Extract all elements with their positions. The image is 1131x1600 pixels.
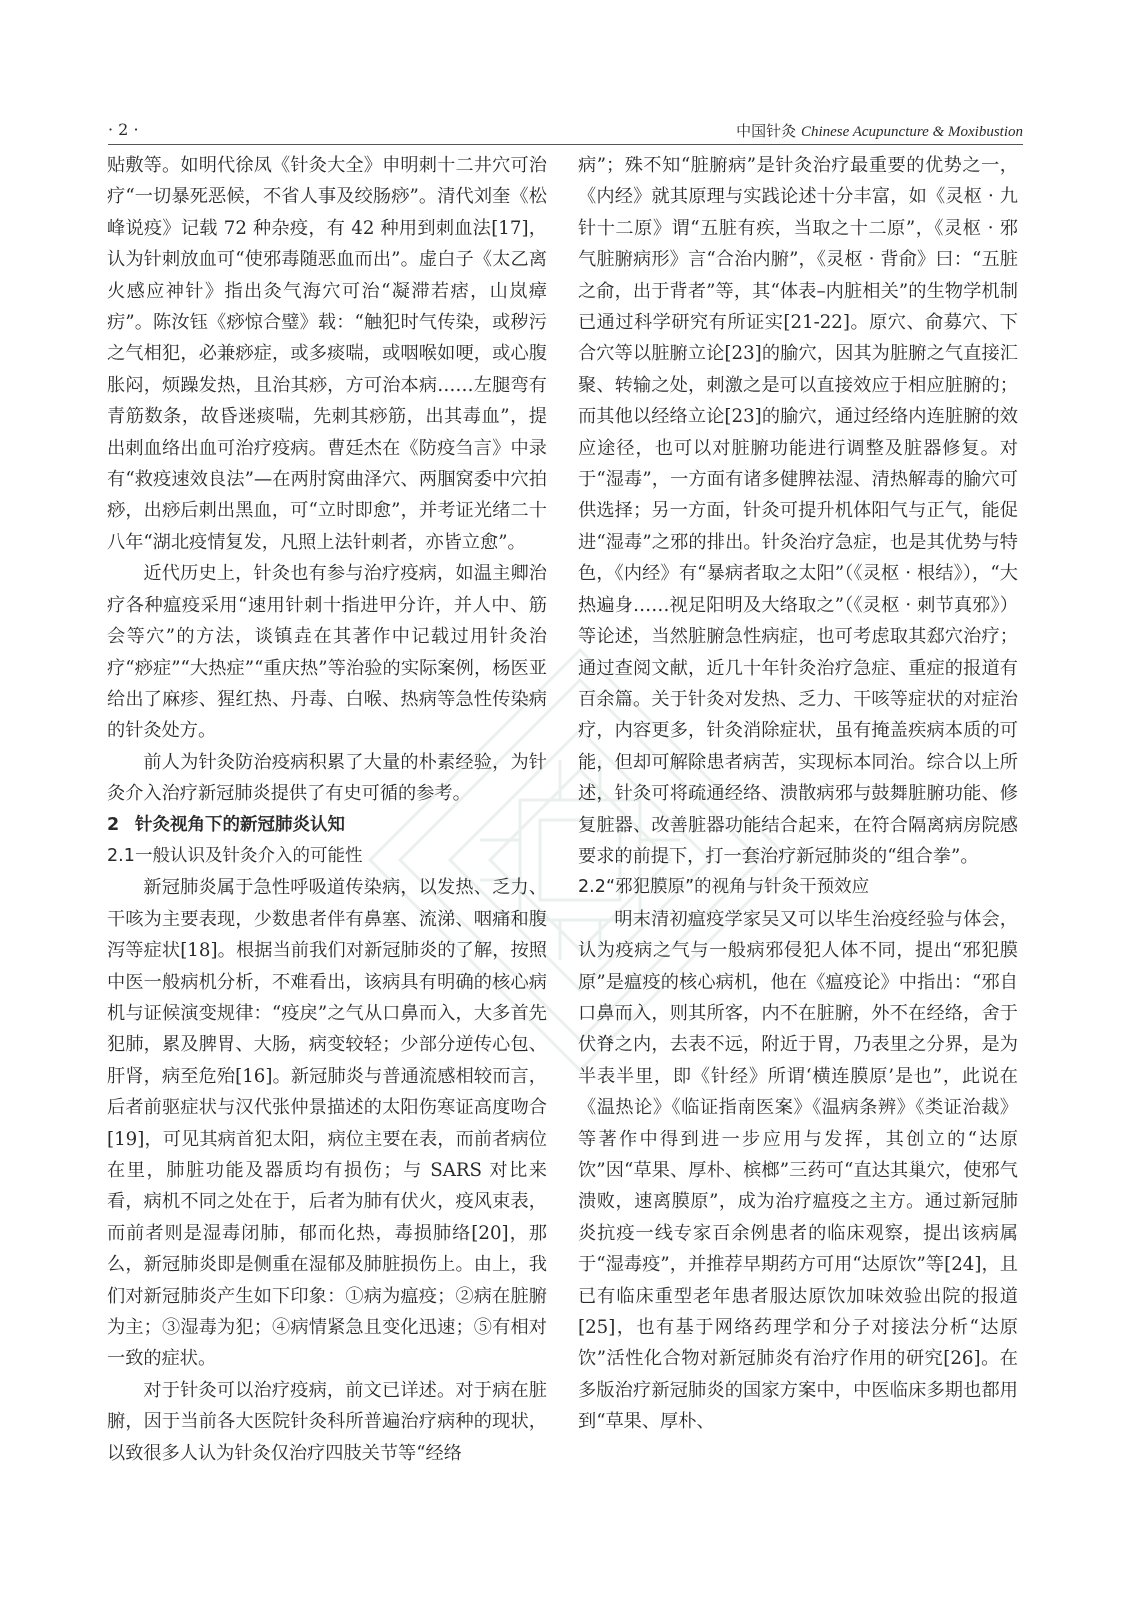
section-title: 针灸视角下的新冠肺炎认知 xyxy=(135,814,345,835)
journal-title-en: Chinese Acupuncture & Moxibustion xyxy=(800,124,1023,140)
paragraph: 前人为针灸防治疫病积累了大量的朴素经验，为针灸介入治疗新冠肺炎提供了有史可循的参考。 xyxy=(107,751,547,805)
left-column xyxy=(107,150,547,1469)
paragraph: 明末清初瘟疫学家吴又可以毕生治疫经验与体会，认为疫病之气与一般病邪侵犯人体不同，提出“邪犯膜原”是瘟疫的核心病机，他在《瘟疫论》中指出：“邪自口鼻而入，则其所客，内不在脏腑，外不在经络，舍于伏脊之内，去表不远，附近于胃，乃表里之分界，是为半表半里，即《针经》所谓‘横连膜原’是也”，此说在《温热论》《临证指南医案》《温病条辨》《类证治裁》等著作中得到进一步应用与发挥，其创立的“达原饮”因“草果、厚朴、槟榔”三药可“直达其巢穴，使邪气溃败，速离膜原”，成为治疗瘟疫之主方。通过新冠肺炎抗疫一线专家百余例患者的临床观察，提出该病属于“湿毒疫”，并推荐早期药方可用“达原饮”等[24]，且已有临床重型老年患者服达原饮加味效验出院的报道[25]，也有基于网络药理学和分子对接法分析“达原饮”活性化合物对新冠肺炎有治疗作用的研究[26]。在多版治疗新冠肺炎的国家方案中，中医临床多期也都用到“草果、厚朴、 xyxy=(578,908,1018,1433)
running-header xyxy=(108,118,1023,145)
page-number: · 2 · xyxy=(108,120,139,139)
paragraph: 病”；殊不知“脏腑病”是针灸治疗最重要的优势之一，《内经》就其原理与实践论述十分丰富，如《灵枢 · 九针十二原》谓“五脏有疾，当取之十二原”，《灵枢 · 邪气脏腑病形》言“合治内腑”，《灵枢 · 背俞》曰：“五脏之俞，出于背者”等，其“体表–内脏相关”的生物学机制已通过科学研究有所证实[21-22]。原穴、俞募穴、下合穴等以脏腑立论[23]的腧穴，因其为脏腑之气直接汇聚、转输之处，刺激之是可以直接效应于相应脏腑的；而其他以经络立论[23]的腧穴，通过经络内连脏腑的效应途径，也可以对脏腑功能进行调整及脏器修复。对于“湿毒”，一方面有诸多健脾祛湿、清热解毒的腧穴可供选择；另一方面，针灸可提升机体阳气与正气，能促进“湿毒”之邪的排出。针灸治疗急症，也是其优势与特色，《内经》有“暴病者取之太阳”（《灵枢 · 根结》），“大热遍身……视足阳明及大络取之”（《灵枢 · 刺节真邪》）等论述，当然脏腑急性病症，也可考虑取其郄穴治疗；通过查阅文献，近几十年针灸治疗急症、重症的报道有百余篇。关于针灸对发热、乏力、干咳等症状的对症治疗，内容更多，针灸消除症状，虽有掩盖疾病本质的可能，但却可解除患者病苦，实现标本同治。综合以上所述，针灸可将疏通经络、溃散病邪与鼓舞脏腑功能、修复脏器、改善脏器功能结合起来，在符合隔离病房院感要求的前提下，打一套治疗新冠肺炎的“组合拳”。 xyxy=(578,155,1018,867)
subsection-title: 一般认识及针灸介入的可能性 xyxy=(135,845,363,866)
subsection-number: 2.2 xyxy=(578,877,606,898)
paragraph: 贴敷等。如明代徐凤《针灸大全》申明刺十二井穴可治疗“一切暴死恶候，不省人事及绞肠痧”。清代刘奎《松峰说疫》记载 72 种杂疫，有 42 种用到刺血法[17]，认为针刺放血可“使邪毒随恶血而出”。虚白子《太乙离火感应神针》指出灸气海穴可治“凝滞若痞，山岚瘴疠”。陈汝钰《痧惊合璧》载：“触犯时气传染，或秽污之气相犯，必兼痧症，或多痰喘，或咽喉如哽，或心腹胀闷，烦躁发热，且治其痧，方可治本病……左腿弯有青筋数条，故昏迷痰喘，先刺其痧筋，出其毒血”，提出刺血络出血可治疗疫病。曹廷杰在《防疫刍言》中录有“救疫速效良法”—在两肘窝曲泽穴、两腘窝委中穴拍痧，出痧后刺出黑血，可“立时即愈”，并考证光绪二十八年“湖北疫情复发，凡照上法针刺者，亦皆立愈”。 xyxy=(107,155,547,553)
right-column xyxy=(578,150,1018,1438)
paragraph: 近代历史上，针灸也有参与治疗疫病，如温主卿治疗各种瘟疫采用“速用针刺十指进甲分许，并人中、筋会等穴”的方法，谈镇垚在其著作中记载过用针灸治疗“痧症”“大热症”“重庆热”等治验的实际案例，杨医亚给出了麻疹、猩红热、丹毒、白喉、热病等急性传染病的针灸处方。 xyxy=(107,563,547,742)
section-heading xyxy=(107,810,547,841)
subsection-heading xyxy=(578,872,1018,903)
subsection-number: 2.1 xyxy=(107,845,135,866)
subsection-title: “邪犯膜原”的视角与针灸干预效应 xyxy=(606,877,870,898)
section-number: 2 xyxy=(107,814,120,835)
journal-title-cn: 中国针灸 xyxy=(736,122,797,140)
journal-title xyxy=(736,120,1023,141)
paragraph: 新冠肺炎属于急性呼吸道传染病，以发热、乏力、干咳为主要表现，少数患者伴有鼻塞、流涕、咽痛和腹泻等症状[18]。根据当前我们对新冠肺炎的了解，按照中医一般病机分析，不难看出，该病具有明确的核心病机与证候演变规律：“疫戾”之气从口鼻而入，大多首先犯肺，累及脾胃、大肠，病变较轻；少部分逆传心包、肝肾，病至危殆[16]。新冠肺炎与普通流感相较而言，后者前驱症状与汉代张仲景描述的太阳伤寒证高度吻合[19]，可见其病首犯太阳，病位主要在表，而前者病位在里，肺脏功能及器质均有损伤；与 SARS 对比来看，病机不同之处在于，后者为肺有伏火，疫风束表，而前者则是湿毒闭肺，郁而化热，毒损肺络[20]，那么，新冠肺炎即是侧重在湿郁及肺脏损伤上。由上，我们对新冠肺炎产生如下印象：①病为瘟疫；②病在脏腑为主；③湿毒为犯；④病情紧急且变化迅速；⑤有相对一致的症状。 xyxy=(107,877,547,1370)
subsection-heading xyxy=(107,841,547,872)
paragraph: 对于针灸可以治疗疫病，前文已详述。对于病在脏腑，因于当前各大医院针灸科所普遍治疗病种的现状，以致很多人认为针灸仅治疗四肢关节等“经络 xyxy=(107,1379,547,1464)
